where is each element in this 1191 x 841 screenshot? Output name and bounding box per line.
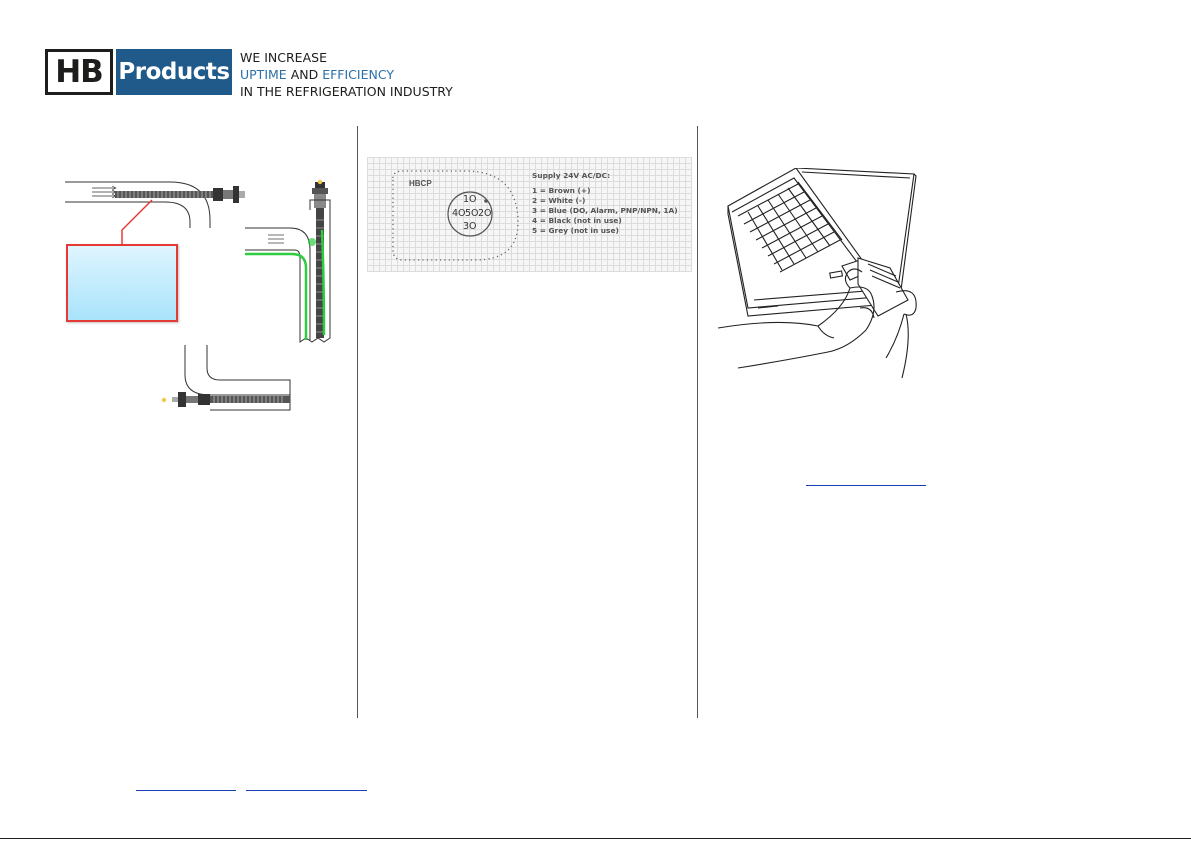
tagline-line3: IN THE REFRIGERATION INDUSTRY (240, 84, 453, 99)
footer-link-1[interactable] (136, 776, 236, 790)
logo-products: Products (116, 49, 232, 95)
wire-item-1: 1 = Brown (+) (532, 186, 591, 196)
pin-3: 3O (463, 221, 477, 232)
footer-rule (0, 838, 1191, 839)
wire-item-2: 2 = White (-) (532, 196, 586, 206)
device-label: HBCP (409, 179, 432, 188)
wire-item-3: 3 = Blue (DO, Alarm, PNP/NPN, 1A) (532, 206, 678, 216)
footer-link-2[interactable] (246, 776, 367, 790)
footer-link-2-anchor[interactable] (246, 776, 367, 791)
laptop-usb-illustration (718, 168, 948, 378)
callout-pointer (122, 200, 152, 244)
tagline-line1: WE INCREASE (240, 50, 327, 65)
tagline-line2 (240, 66, 394, 83)
supply-title: Supply 24V AC/DC: (532, 171, 611, 180)
column-divider-right (697, 126, 698, 718)
horizontal-pipe-bottom (162, 345, 290, 410)
pin-4: 4O (452, 208, 466, 219)
pin-1: 1O (463, 194, 477, 205)
logo-hb: HB (45, 49, 113, 95)
footer-link-1-anchor[interactable] (136, 776, 236, 791)
tagline-and: AND (290, 67, 319, 82)
tagline-uptime: UPTIME (240, 67, 287, 82)
horizontal-pipe-top (65, 182, 245, 228)
vertical-pipe-right (245, 180, 330, 342)
wire-item-4: 4 = Black (not in use) (532, 216, 622, 226)
wire-list (532, 171, 678, 237)
wire-item-5: 5 = Grey (not in use) (532, 226, 619, 236)
pin-2: 2O (478, 208, 492, 219)
installation-callout-box (66, 244, 178, 322)
right-column-link[interactable] (806, 471, 926, 485)
tagline-efficiency: EFFICIENCY (322, 67, 394, 82)
pin-5: 5O (465, 208, 479, 219)
right-column-link-anchor[interactable] (806, 471, 926, 486)
column-divider-left (357, 126, 358, 718)
